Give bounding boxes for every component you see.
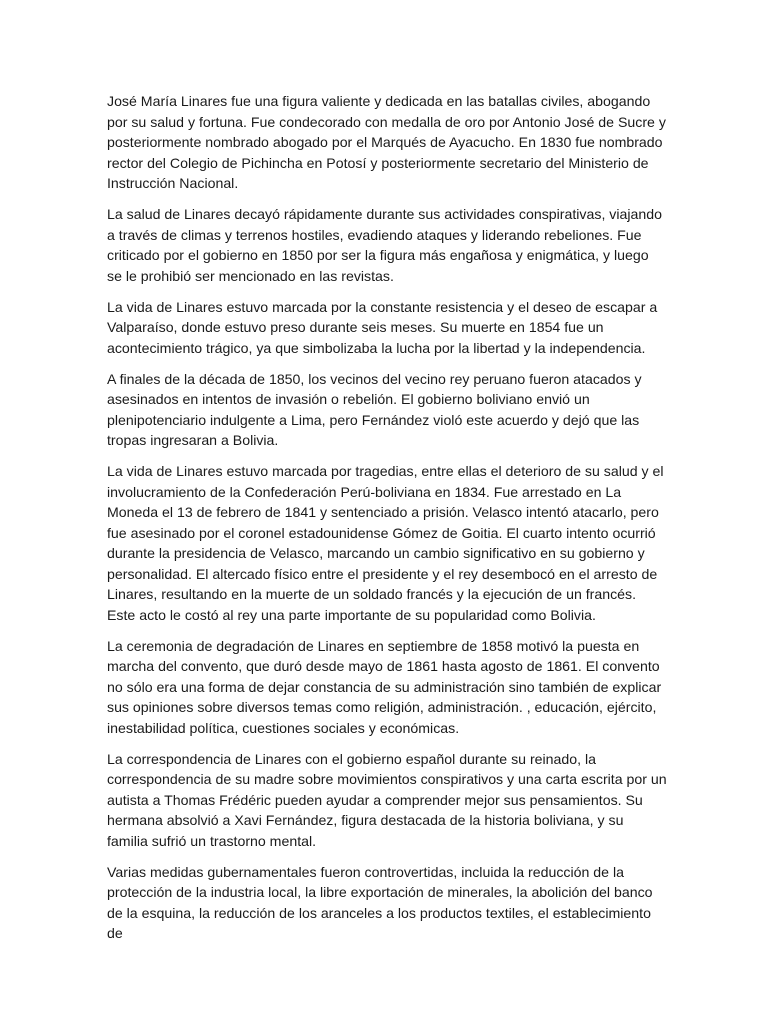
paragraph-7: La correspondencia de Linares con el gobierno español durante su reinado, la correspondencia de su madre sobre movimientos conspirativos y una carta escrita por un autista a Thomas Frédéric pueden ayudar a comprender mejor sus pensamientos. Su hermana absolvió a Xavi Fernández, figura destacada de la historia boliviana, y su familia sufrió un trastorno mental. [107, 750, 667, 849]
paragraph-6: La ceremonia de degradación de Linares en septiembre de 1858 motivó la puesta en marcha del convento, que duró desde mayo de 1861 hasta agosto de 1861. El convento no sólo era una forma de dejar constancia de su administración sino también de explicar sus opiniones sobre diversos temas como religión, administración. , educación, ejército, inestabilidad política, cuestiones sociales y económicas. [107, 637, 662, 736]
paragraph-5: La vida de Linares estuvo marcada por tragedias, entre ellas el deterioro de su salud y el involucramiento de la Confederación Perú-boliviana en 1834. Fue arrestado en La Moneda el 13 de febrero de 1841 y sentenciado a prisión. Velasco intentó atacarlo, pero fue asesinado por el coronel estadounidense Gómez de Goitia. El cuarto intento ocurrió durante la presidencia de Velasco, marcando un cambio significativo en su gobierno y personalidad. El altercado físico entre el presidente y el rey desembocó en el arresto de Linares, resultando en la muerte de un soldado francés y la ejecución de un francés. Este acto le costó al rey una parte importante de su popularidad como Bolivia. [107, 463, 664, 623]
paragraph-8: Varias medidas gubernamentales fueron controvertidas, incluida la reducción de la protección de la industria local, la libre exportación de minerales, la abolición del banco de la esquina, la reducción de los aranceles a los productos textiles, el establecimiento de [107, 863, 653, 941]
paragraph-1: José María Linares fue una figura valiente y dedicada en las batallas civiles, abogando por su salud y fortuna. Fue condecorado con medalla de oro por Antonio José de Sucre y posteriormente nombrado abogado por el Marqués de Ayacucho. En 1830 fue nombrado rector del Colegio de Pichincha en Potosí y posteriormente secretario del Ministerio de Instrucción Nacional. [107, 93, 666, 191]
paragraph-3: La vida de Linares estuvo marcada por la constante resistencia y el deseo de escapar a Valparaíso, donde estuvo preso durante seis meses. Su muerte en 1854 fue un acontecimiento trágico, ya que simbolizaba la lucha por la libertad y la independencia. [107, 298, 658, 356]
paragraph-2: La salud de Linares decayó rápidamente durante sus actividades conspirativas, viajando a través de climas y terrenos hostiles, evadiendo ataques y liderando rebeliones. Fue criticado por el gobierno en 1850 por ser la figura más engañosa y enigmática, y luego se le prohibió ser mencionado en las revistas. [107, 206, 662, 284]
document-body [107, 91, 667, 954]
paragraph-4: A finales de la década de 1850, los vecinos del vecino rey peruano fueron atacados y asesinados en intentos de invasión o rebelión. El gobierno boliviano envió un plenipotenciario indulgente a Lima, pero Fernández violó este acuerdo y dejó que las tropas ingresaran a Bolivia. [107, 370, 642, 448]
